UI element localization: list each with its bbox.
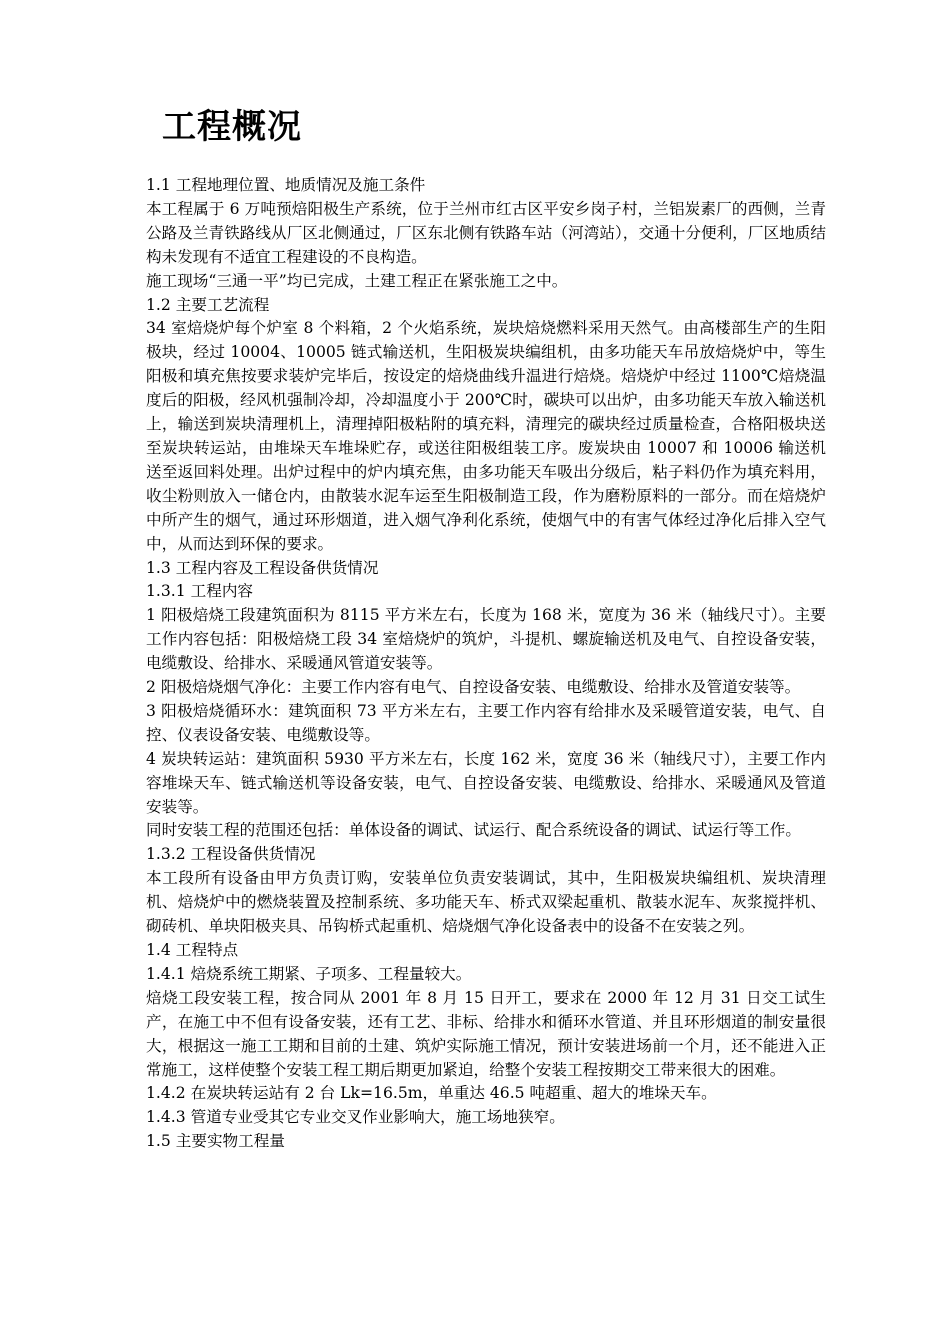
heading-1-4-2: 1.4.2 在炭块转运站有 2 台 Lk=16.5m，单重达 46.5 吨超重、超大的堆垛天车。: [146, 1084, 717, 1103]
heading-1-4: 1.4 工程特点: [146, 941, 239, 959]
paragraph-schedule: 焙烧工段安装工程，按合同从 2001 年 8 月 15 日开工，要求在 2000 年 12 月 31 日交工试生产，在施工中不但有设备安装，还有工艺、非标、给排水和循环水管道、并且环形烟道的制安量很大，根据这一施工工期和目前的土建、筑炉实际施工情况，预计安装进场前一个月，还不能进入正常施工，这样使整个安装工程工期后期更加紧迫，给整个安装工程按期交工带来很大的困难。: [146, 988, 826, 1079]
paragraph-site-status: 施工现场“三通一平”均已完成，土建工程正在紧张施工之中。: [146, 271, 568, 290]
paragraph-process-flow: 34 室焙烧炉每个炉室 8 个料箱，2 个火焰系统，炭块焙烧燃料采用天然气。由高楼部生产的生阳极块，经过 10004、10005 链式输送机，生阳极炭块编组机，由多功能天车吊放焙烧炉中，等生阳极和填充焦按要求装炉完毕后，按设定的焙烧曲线升温进行焙烧。焙烧炉中经过 1100℃焙烧温度后的阳极，经风机强制冷却，冷却温度小于 200℃时，碳块可以出炉，由多功能天车放入输送机上，输送到炭块清理机上，清理掉阳极粘附的填充料，清理完的碳块经过质量检查，合格阳极块送至炭块转运站，由堆垛天车堆垛贮存，或送往阳极组装工序。废炭块由 10007 和 10006 输送机送至返回料处理。出炉过程中的炉内填充焦，由多功能天车吸出分级后，粘子料仍作为填充料用，收尘粉则放入一储仓内，由散装水泥车运至生阳极制造工段，作为磨粉原料的一部分。而在焙烧炉中所产生的烟气，通过环形烟道，进入烟气净利化系统，使烟气中的有害气体经过净化后排入空气中，从而达到环保的要求。: [146, 319, 826, 553]
document-body: [146, 174, 826, 1154]
page-title: 工程概况: [162, 107, 302, 147]
heading-1-4-3: 1.4.3 管道专业受其它专业交叉作业影响大，施工场地狭窄。: [146, 1108, 565, 1127]
paragraph-scope: 同时安装工程的范围还包括：单体设备的调试、试运行、配合系统设备的调试、试运行等工作。: [146, 821, 801, 840]
heading-1-3-1: 1.3.1 工程内容: [146, 582, 254, 601]
paragraph-item-3: 3 阳极焙烧循环水：建筑面积 73 平方米左右，主要工作内容有给排水及采暖管道安装，电气、自控、仪表设备安装、电缆敷设等。: [146, 701, 826, 744]
paragraph-location: 本工程属于 6 万吨预焙阳极生产系统，位于兰州市红古区平安乡岗子村，兰铝炭素厂的西侧，兰青公路及兰青铁路线从厂区北侧通过，厂区东北侧有铁路车站（河湾站），交通十分便利，厂区地质结构未发现有不适宜工程建设的不良构造。: [146, 199, 826, 266]
heading-1-4-1: 1.4.1 焙烧系统工期紧、子项多、工程量较大。: [146, 964, 472, 983]
paragraph-item-4: 4 炭块转运站：建筑面积 5930 平方米左右，长度 162 米，宽度 36 米（轴线尺寸），主要工作内容堆垛天车、链式输送机等设备安装，电气、自控设备安装、电缆敷设、给排水、采暖通风及管道安装等。: [146, 749, 826, 816]
heading-1-2: 1.2 主要工艺流程: [146, 295, 270, 314]
heading-1-3: 1.3 工程内容及工程设备供货情况: [146, 558, 379, 577]
paragraph-equipment-supply: 本工段所有设备由甲方负责订购，安装单位负责安装调试，其中，生阳极炭块编组机、炭块清理机、焙烧炉中的燃烧装置及控制系统、多功能天车、桥式双梁起重机、散装水泥车、灰浆搅拌机、砌砖机、单块阳极夹具、吊钩桥式起重机、焙烧烟气净化设备表中的设备不在安装之列。: [146, 869, 826, 936]
heading-1-5: 1.5 主要实物工程量: [146, 1132, 285, 1151]
paragraph-item-2: 2 阳极焙烧烟气净化：主要工作内容有电气、自控设备安装、电缆敷设、给排水及管道安装等。: [146, 678, 801, 697]
heading-1-3-2: 1.3.2 工程设备供货情况: [146, 845, 316, 864]
paragraph-item-1: 1 阳极焙烧工段建筑面积为 8115 平方米左右，长度为 168 米，宽度为 36 米（轴线尺寸）。主要工作内容包括：阳极焙烧工段 34 室焙烧炉的筑炉，斗提机、螺旋输送机及电气、自控设备安装，电缆敷设、给排水、采暖通风管道安装等。: [146, 606, 826, 673]
heading-1-1: 1.1 工程地理位置、地质情况及施工条件: [146, 176, 426, 194]
